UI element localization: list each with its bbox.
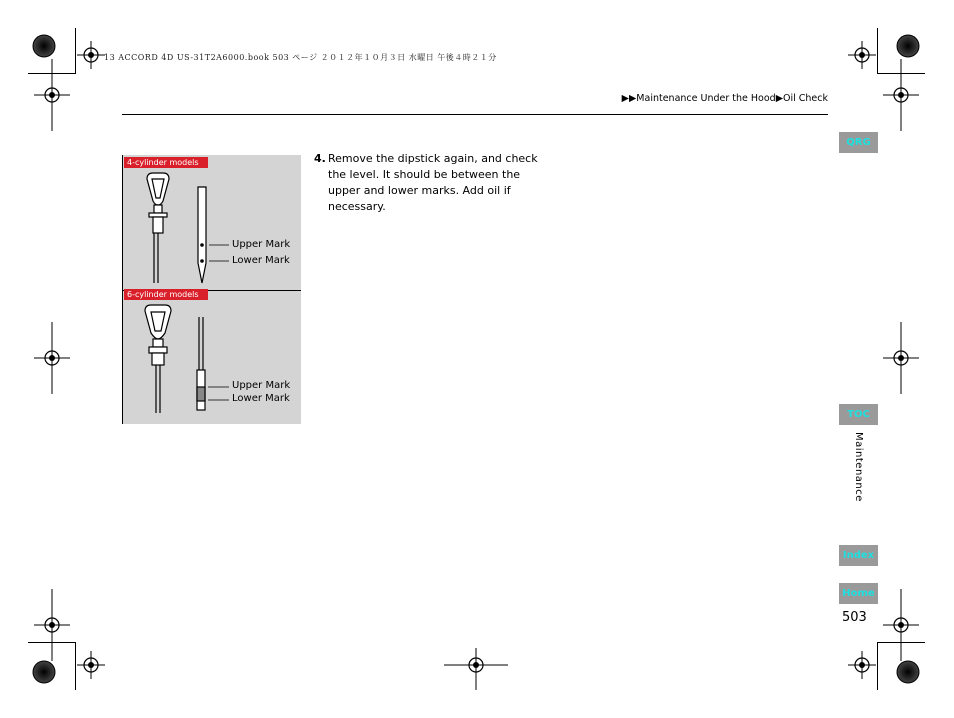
- lower-mark-label-6cyl: Lower Mark: [232, 393, 290, 404]
- chapter-label: Maintenance: [853, 432, 864, 502]
- home-button[interactable]: Home: [839, 583, 878, 604]
- dipstick-6cyl: [145, 305, 171, 413]
- breadcrumb-section[interactable]: Maintenance Under the Hood: [636, 93, 776, 104]
- breadcrumb-arrows: ▶▶: [621, 93, 637, 104]
- breadcrumb: [622, 93, 828, 104]
- header-rule: [122, 114, 828, 115]
- breadcrumb-separator: ▶: [775, 93, 783, 104]
- step-text: Remove the dipstick again, and check the level. It should be between the upper and lower marks. Add oil if necessary.: [328, 152, 538, 213]
- qrg-button[interactable]: QRG: [839, 132, 878, 153]
- dipstick-4cyl: [147, 173, 169, 283]
- lower-mark-label-4cyl: Lower Mark: [232, 255, 290, 266]
- step-number: 4.: [314, 152, 326, 165]
- toc-button[interactable]: TOC: [839, 404, 878, 425]
- index-button[interactable]: Index: [839, 545, 878, 566]
- breadcrumb-page: Oil Check: [783, 93, 828, 104]
- upper-mark-label-6cyl: Upper Mark: [232, 380, 291, 391]
- dipstick-figure: [122, 155, 301, 424]
- print-slug-line: 13 ACCORD 4D US-31T2A6000.book 503 ページ ２０１２年１０月３日 水曜日 午後４時２１分: [104, 53, 497, 62]
- four-cylinder-tag: 4-cylinder models: [124, 157, 208, 168]
- dipstick-tip-6cyl: [197, 317, 205, 410]
- upper-mark-label-4cyl: Upper Mark: [232, 239, 291, 250]
- page-number: 503: [842, 610, 867, 625]
- dipstick-tip-4cyl: [198, 187, 206, 283]
- six-cylinder-tag: 6-cylinder models: [124, 289, 208, 300]
